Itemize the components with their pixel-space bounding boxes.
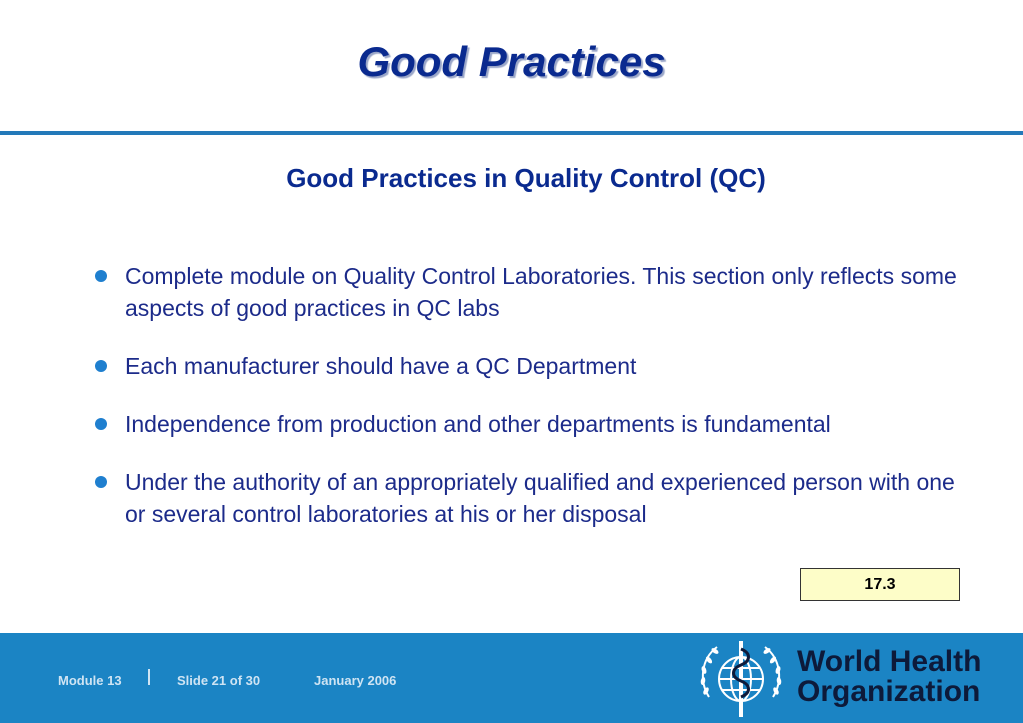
footer-date: January 2006: [314, 673, 397, 688]
footer-module: Module 13: [58, 673, 122, 688]
bullet-dot-icon: [95, 270, 107, 282]
footer-bar: [0, 633, 1023, 723]
slide-subtitle: Good Practices in Quality Control (QC): [286, 163, 766, 193]
bullet-item: [95, 408, 975, 440]
organization-name: [797, 647, 981, 707]
bullet-text: Independence from production and other departments is fundamental: [125, 411, 831, 437]
bullet-dot-icon: [95, 476, 107, 488]
footer-slide-counter: Slide 21 of 30: [177, 673, 261, 688]
who-emblem-icon: [695, 635, 787, 721]
bullet-dot-icon: [95, 360, 107, 372]
title-divider: [0, 131, 1023, 135]
bullet-text: Each manufacturer should have a QC Department: [125, 353, 637, 379]
reference-box: 17.3: [800, 568, 960, 601]
bullet-text: Complete module on Quality Control Laboratories. This section only reflects some aspects of good practices in QC labs: [125, 263, 957, 321]
bullet-list: [95, 260, 975, 556]
bullet-text: Under the authority of an appropriately qualified and experienced person with one or several control laboratories at his or her disposal: [125, 469, 955, 527]
bullet-dot-icon: [95, 418, 107, 430]
slide-title: Good Practices: [357, 38, 666, 85]
bullet-item: [95, 350, 975, 382]
bullet-item: [95, 466, 975, 530]
org-name-line-2: Organization: [797, 675, 981, 708]
bullet-item: [95, 260, 975, 324]
footer-separator: [148, 669, 150, 685]
org-name-line-1: World Health: [797, 645, 982, 678]
